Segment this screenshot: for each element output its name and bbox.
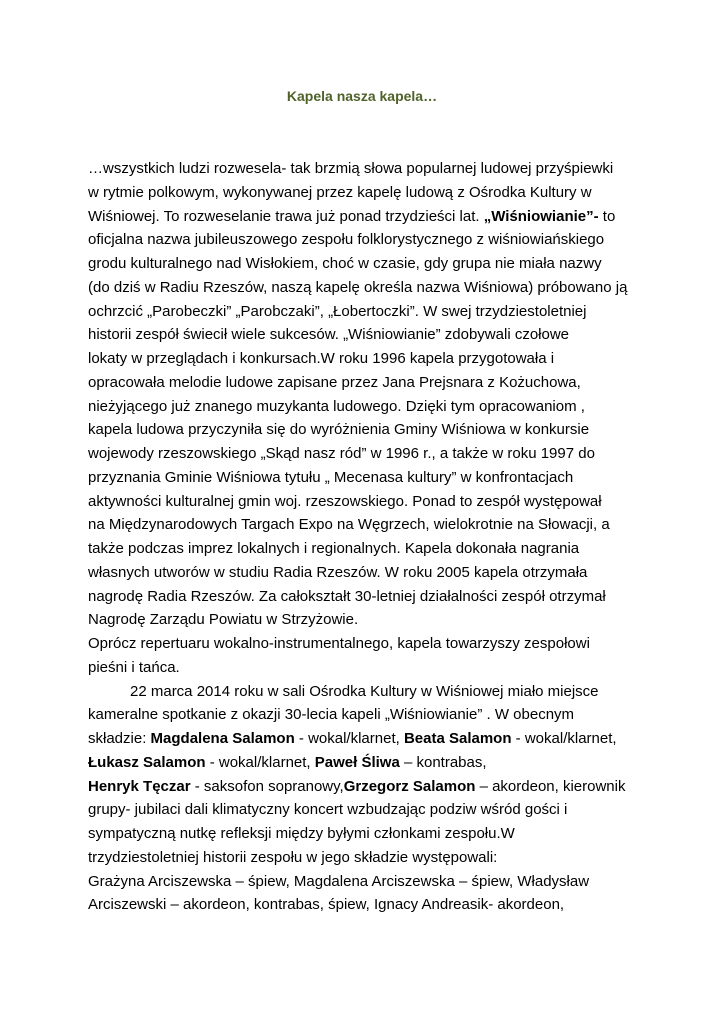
text-run: opracowała melodie ludowe zapisane przez Jana Prejsnara z Kożuchowa, [88,373,581,391]
text-run: kapela ludowa przyczyniła się do wyróżnienia Gminy Wiśniowa w konkursie [88,421,590,439]
text-line [88,561,648,585]
member-name-bold: Grzegorz Salamon [343,777,476,795]
member-name-bold: Beata Salamon [403,730,512,747]
member-name-bold: Paweł Śliwa [314,753,400,771]
text-run: – akordeon, kierownik [475,777,626,795]
text-line [88,822,648,846]
text-run: przyznania Gminie Wiśniowa tytułu „ Mecenasa kultury” w konfrontacjach [88,468,574,486]
text-run: składzie: [88,730,151,747]
text-run: pieśni i tańca. [88,658,180,676]
text-run: 22 marca 2014 roku w sali Ośrodka Kultury w Wiśniowej miało miejsce [130,682,599,700]
text-run: – kontrabas, [399,753,487,771]
text-line [88,703,648,727]
text-line [88,205,648,229]
text-line [88,300,648,324]
text-run: - wokal/klarnet, [294,730,404,747]
text-line [88,727,648,751]
text-line [88,893,648,917]
text-run: sympatyczną nutkę refleksji między byłymi członkami zespołu.W [88,825,515,842]
text-line [88,608,648,632]
text-run: Oprócz repertuaru wokalno-instrumentalnego, kapela towarzyszy zespołowi [88,635,590,652]
text-line [88,513,648,537]
text-run: Wiśniowej. To rozweselanie trawa już ponad trzydzieści lat. [88,207,484,225]
text-line [88,490,648,514]
text-run: …wszystkich ludzi rozwesela- tak brzmią słowa popularnej ludowej przyśpiewki [88,160,614,177]
text-line [88,632,648,656]
text-run: - wokal/klarnet, [205,753,315,771]
text-line [88,656,648,680]
text-run: aktywności kulturalnej gmin woj. rzeszowskiego. Ponad to zespół występował [88,492,602,510]
text-line [88,228,648,252]
text-line [88,252,648,276]
member-name-bold: Magdalena Salamon [150,730,295,747]
article-body [88,157,648,917]
text-run: także podczas imprez lokalnych i regionalnych. Kapela dokonała nagrania [88,540,580,557]
text-line [88,870,648,894]
text-run: - wokal/klarnet, [511,730,617,747]
text-run: (do dziś w Radiu Rzeszów, naszą kapelę określa nazwa Wiśniowa) próbowano ją [88,278,628,296]
text-line [88,537,648,561]
text-line [88,751,648,775]
text-run: w rytmie polkowym, wykonywanej przez kapelę ludową z Ośrodka Kultury w [88,183,592,201]
document-title: Kapela nasza kapela… [286,88,438,104]
text-line [88,846,648,870]
band-name-bold: „Wiśniowianie”- [483,207,599,225]
text-run: nieżyjącego już znanego muzykanta ludowego. Dzięki tym opracowaniom , [88,397,585,415]
text-line [88,395,648,419]
text-run: Nagrodę Zarządu Powiatu w Strzyżowie. [88,611,359,629]
text-line [88,276,648,300]
text-run: historii zespół świecił wiele sukcesów. „Wiśniowianie” zdobywali czołowe [88,326,570,344]
text-line [88,181,648,205]
member-name-bold: Henryk Tęczar [88,777,191,795]
text-run: oficjalna nazwa jubileuszowego zespołu folklorystycznego z wiśniowiańskiego [88,231,605,249]
text-run: własnych utworów w studiu Radia Rzeszów. W roku 2005 kapela otrzymała [88,563,588,581]
text-line [88,442,648,466]
text-run: grodu kulturalnego nad Wisłokiem, choć w czasie, gdy grupa nie miała nazwy [88,255,602,272]
text-run: trzydziestoletniej historii zespołu w jego składzie występowali: [88,848,498,866]
text-line [88,775,648,799]
text-run: ochrzcić „Parobeczki” „Parobczaki”, „Łobertoczki”. W swej trzydziestoletniej [88,302,587,320]
text-run: lokaty w przeglądach i konkursach.W roku 1996 kapela przygotowała i [88,350,555,367]
text-run: Arciszewski – akordeon, kontrabas, śpiew, Ignacy Andreasik- akordeon, [88,896,565,914]
text-line [88,323,648,347]
text-run: wojewody rzeszowskiego „Skąd nasz ród” w 1996 r., a także w roku 1997 do [88,445,595,462]
text-run: na Międzynarodowych Targach Expo na Węgrzech, wielokrotnie na Słowacji, a [88,516,610,534]
text-run: kameralne spotkanie z okazji 30-lecia kapeli „Wiśniowianie” . W obecnym [88,706,575,724]
text-line [88,798,648,822]
text-run: Grażyna Arciszewska – śpiew, Magdalena Arciszewska – śpiew, Władysław [88,872,590,890]
text-run: - saksofon sopranowy, [190,777,344,795]
text-line [88,347,648,371]
text-run: grupy- jubilaci dali klimatyczny koncert wzbudzając podziw wśród gości i [88,801,568,819]
text-line-indented [88,680,648,704]
member-name-bold: Łukasz Salamon [88,753,206,771]
text-run: to [598,207,616,225]
text-line [88,466,648,490]
text-run: nagrodę Radia Rzeszów. Za całokształt 30-letniej działalności zespół otrzymał [88,587,606,605]
text-line [88,157,648,181]
text-line [88,418,648,442]
text-line [88,371,648,395]
text-line [88,585,648,609]
